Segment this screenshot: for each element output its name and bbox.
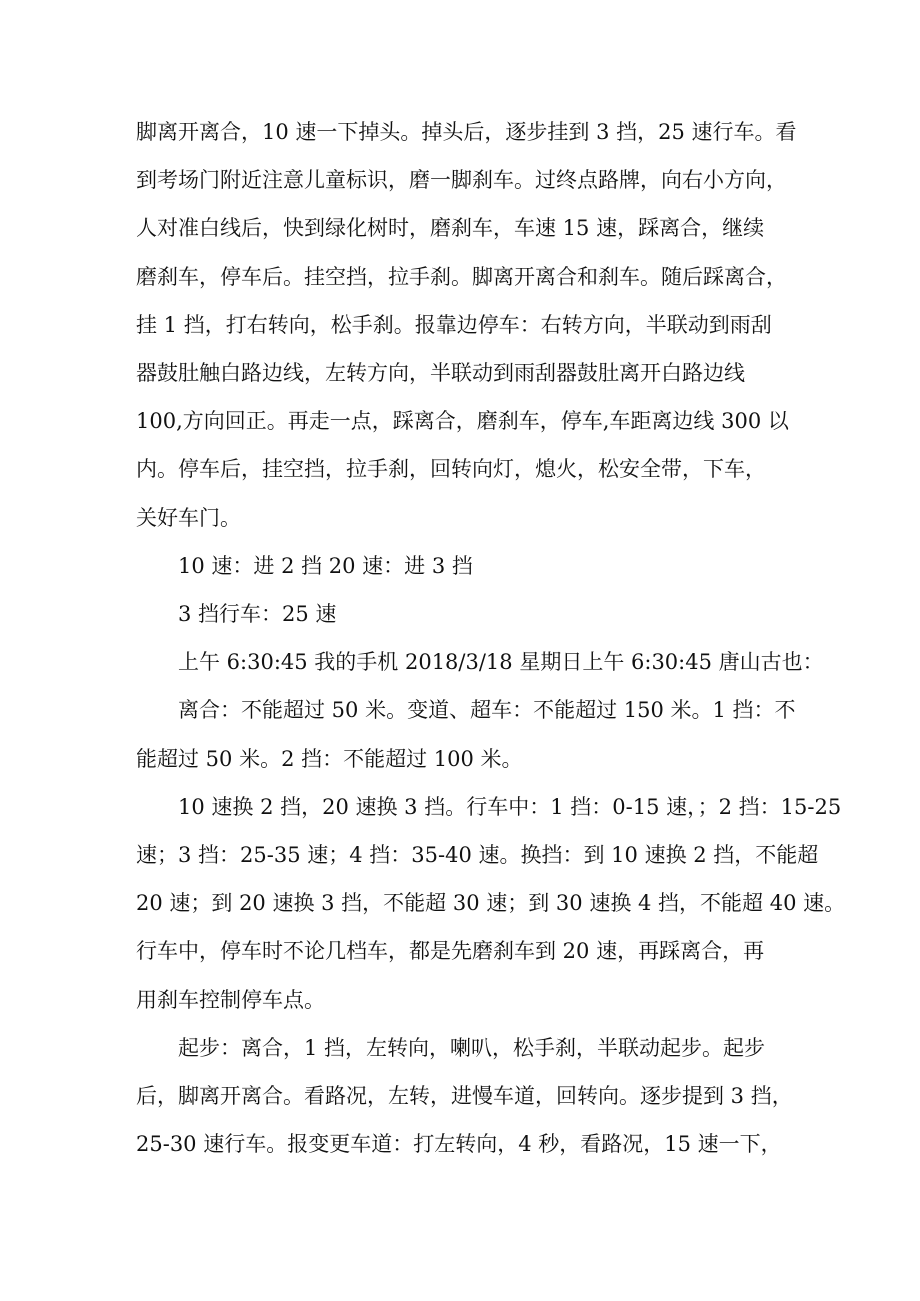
- text-line: 到考场门附近注意儿童标识，磨一脚刹车。过终点路牌，向右小方向，: [136, 168, 787, 193]
- text-line: 10 速：进 2 挡 20 速：进 3 挡: [178, 553, 473, 578]
- text-line: 离合：不能超过 50 米。变道、超车：不能超过 150 米。1 挡：不: [178, 698, 796, 723]
- text-line: 后，脚离开离合。看路况，左转，进慢车道，回转向。逐步提到 3 挡，: [136, 1084, 793, 1109]
- text-line: 能超过 50 米。2 挡：不能超过 100 米。: [136, 746, 523, 771]
- text-line: 10 速换 2 挡，20 速换 3 挡。行车中：1 挡：0-15 速，；2 挡：15-25: [178, 794, 842, 819]
- text-line: 25-30 速行车。报变更车道：打左转向，4 秒，看路况，15 速一下，: [136, 1132, 782, 1157]
- text-line: 器鼓肚触白路边线，左转方向，半联动到雨刮器鼓肚离开白路边线: [136, 361, 745, 386]
- text-line: 20 速；到 20 速换 3 挡，不能超 30 速；到 30 速换 4 挡，不能超 40 速。: [136, 891, 846, 916]
- text-line: 挂 1 挡，打右转向，松手刹。报靠边停车：右转方向，半联动到雨刮: [136, 312, 772, 337]
- text-line: 磨刹车，停车后。挂空挡，拉手刹。脚离开离合和刹车。随后踩离合，: [136, 264, 787, 289]
- text-line: 人对准白线后，快到绿化树时，磨刹车，车速 15 速，踩离合，继续: [136, 216, 765, 241]
- text-line: 关好车门。: [136, 505, 241, 530]
- text-line: 起步：离合，1 挡，左转向，喇叭，松手刹，半联动起步。起步: [178, 1035, 766, 1060]
- text-line: 上午 6:30:45 我的手机 2018/3/18 星期日上午 6:30:45 唐山古也：: [178, 650, 824, 675]
- text-line: 3 挡行车：25 速: [178, 602, 337, 627]
- text-line: 行车中，停车时不论几档车，都是先磨刹车到 20 速，再踩离合，再: [136, 939, 765, 964]
- text-line: 脚离开离合，10 速一下掉头。掉头后，逐步挂到 3 挡，25 速行车。看: [136, 120, 797, 144]
- text-line: 用刹车控制停车点。: [136, 987, 325, 1012]
- body-text: [136, 108, 846, 1168]
- text-line: 100,方向回正。再走一点，踩离合，磨刹车，停车,车距离边线 300 以: [136, 409, 789, 434]
- text-line: 速；3 挡：25-35 速；4 挡：35-40 速。换挡：到 10 速换 2 挡，不能超: [136, 843, 819, 868]
- text-line: 内。停车后，挂空挡，拉手刹，回转向灯，熄火，松安全带，下车，: [136, 457, 766, 482]
